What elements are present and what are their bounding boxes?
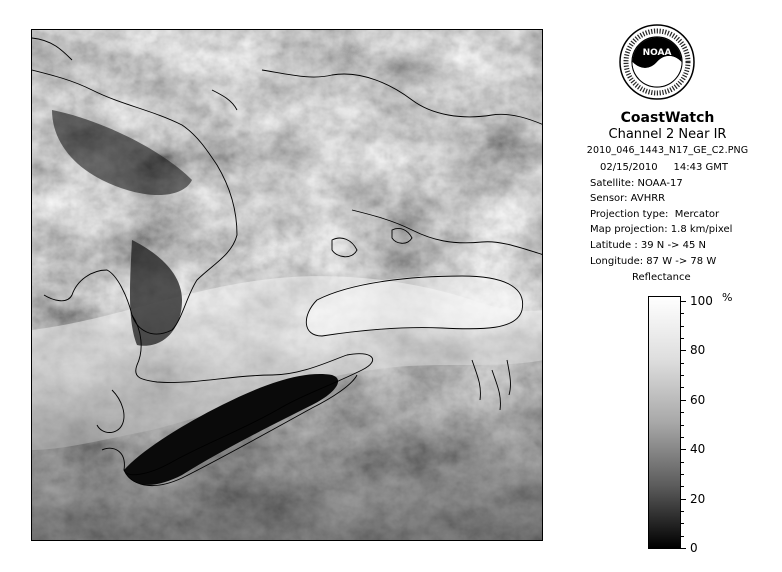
colorbar-tick-label: 100 xyxy=(690,294,713,308)
satellite-line: Satellite: NOAA-17 xyxy=(590,177,683,189)
colorbar-tick-mark xyxy=(681,350,686,351)
metadata-block xyxy=(590,160,732,269)
colorbar-minor-tick xyxy=(681,412,684,413)
file-name: 2010_046_1443_N17_GE_C2.PNG xyxy=(586,145,749,156)
colorbar-minor-tick xyxy=(681,437,684,438)
colorbar-tick-label: 60 xyxy=(690,392,706,407)
colorbar-tick-mark xyxy=(681,548,686,549)
colorbar-minor-tick xyxy=(681,387,684,388)
colorbar-tick-label: 0 xyxy=(690,541,698,555)
colorbar-minor-tick xyxy=(681,536,684,537)
colorbar-title: Reflectance xyxy=(632,272,691,283)
latitude-line: Latitude : 39 N -> 45 N xyxy=(590,239,706,251)
colorbar-minor-tick xyxy=(681,462,684,463)
date-time: 02/15/2010 14:43 GMT xyxy=(600,162,729,173)
colorbar-minor-tick xyxy=(681,486,684,487)
colorbar-tick-label: 20 xyxy=(690,491,706,506)
brand-title: CoastWatch xyxy=(620,110,715,126)
colorbar-minor-tick xyxy=(681,511,684,512)
satellite-image xyxy=(31,29,543,541)
colorbar xyxy=(648,296,681,549)
colorbar-tick-mark xyxy=(681,301,686,302)
colorbar-minor-tick xyxy=(681,425,684,426)
channel-title: Channel 2 Near IR xyxy=(608,127,727,142)
satellite-image-canvas xyxy=(32,30,543,541)
logo-text: NOAA xyxy=(642,48,672,58)
map-projection-line: Map projection: 1.8 km/pixel xyxy=(590,224,733,236)
colorbar-minor-tick xyxy=(681,363,684,364)
colorbar-unit: % xyxy=(722,291,733,304)
colorbar-minor-tick xyxy=(681,523,684,524)
projection-type-line: Projection type: Mercator xyxy=(590,208,720,220)
colorbar-tick-label: 40 xyxy=(690,442,706,457)
colorbar-minor-tick xyxy=(681,375,684,376)
longitude-line: Longitude: 87 W -> 78 W xyxy=(590,255,717,267)
colorbar-tick-label: 80 xyxy=(690,343,706,358)
sensor-line: Sensor: AVHRR xyxy=(590,193,666,205)
header-block xyxy=(560,110,775,158)
colorbar-tick-mark xyxy=(681,499,686,500)
colorbar-ticks xyxy=(681,294,741,555)
colorbar-minor-tick xyxy=(681,474,684,475)
colorbar-tick-mark xyxy=(681,400,686,401)
colorbar-minor-tick xyxy=(681,313,684,314)
noaa-logo-icon xyxy=(619,24,695,100)
colorbar-minor-tick xyxy=(681,338,684,339)
colorbar-tick-mark xyxy=(681,449,686,450)
colorbar-minor-tick xyxy=(681,326,684,327)
